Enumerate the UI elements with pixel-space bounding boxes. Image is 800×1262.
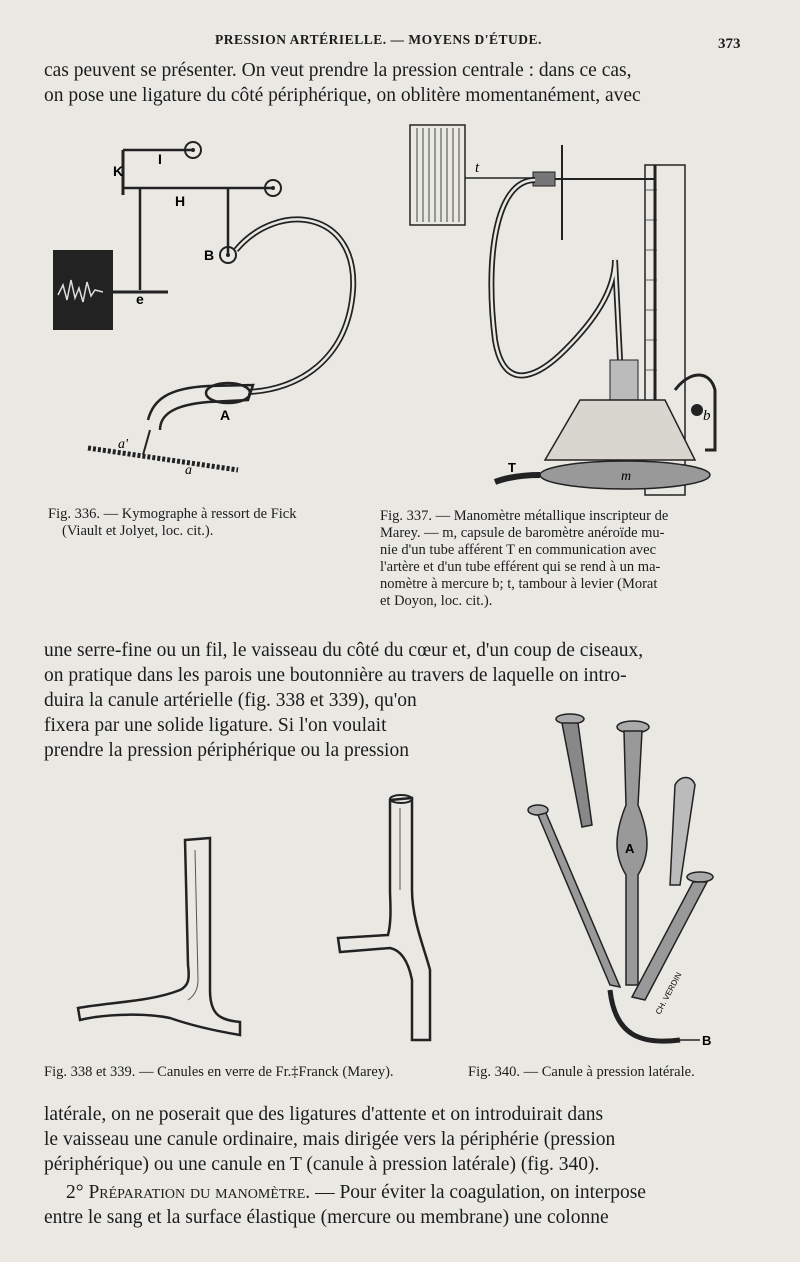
middle-paragraph-continued — [44, 688, 504, 763]
caption-line: nie d'un tube afférent T en communication avec — [380, 542, 657, 558]
caption-line: Fig. 337. — Manomètre métallique inscripteur de — [380, 508, 669, 524]
section-paragraph — [44, 1180, 760, 1230]
text-line: cas peuvent se présenter. On veut prendre la pression centrale : dans ce cas, — [44, 60, 632, 81]
figure-340-caption: Fig. 340. — Canule à pression latérale. — [468, 1064, 695, 1080]
lateral-cannula-illustration — [520, 705, 770, 1060]
label-A: A — [625, 841, 635, 856]
figure-340-lateral-cannula — [520, 705, 770, 1060]
label-t: t — [475, 160, 480, 176]
section-heading: Préparation du manomètre. — [88, 1182, 311, 1203]
text-line: entre le sang et la surface élastique (mercure ou membrane) une colonne — [44, 1207, 609, 1228]
text-line: prendre la pression périphérique ou la pression — [44, 740, 409, 761]
figure-337-manometer — [405, 120, 745, 500]
middle-paragraph — [44, 638, 760, 688]
label-a-prime: a' — [118, 437, 128, 452]
label-e: e — [136, 291, 144, 307]
label-b: b — [703, 408, 711, 424]
text-line: le vaisseau une canule ordinaire, mais dirigée vers la périphérie (pression — [44, 1129, 616, 1150]
label-a: a — [185, 463, 192, 478]
caption-line: Fig. 336. — Kymographe à ressort de Fick — [48, 506, 297, 522]
bottom-paragraph — [44, 1102, 760, 1177]
maker-stamp: CH. VERDIN — [653, 970, 684, 1016]
figure-338-339-caption: Fig. 338 et 339. — Canules en verre de Fr.‡Franck (Marey). — [44, 1064, 394, 1080]
figure-337-caption — [380, 508, 760, 610]
text-line: on pratique dans les parois une boutonnière au travers de laquelle on intro- — [44, 665, 627, 686]
label-I: I — [158, 151, 162, 167]
figure-336-kymograph — [48, 130, 388, 490]
text-line — [44, 1180, 760, 1205]
caption-line: nomètre à mercure b; t, tambour à levier (Morat — [380, 576, 658, 592]
manometer-illustration — [405, 120, 745, 500]
label-m: m — [621, 469, 632, 484]
text-line: fixera par une solide ligature. Si l'on voulait — [44, 715, 387, 736]
label-A: A — [220, 407, 231, 423]
text-line: on pose une ligature du côté périphérique, on oblitère momentanément, avec — [44, 85, 641, 106]
label-T: T — [508, 460, 516, 475]
kymograph-illustration — [48, 130, 388, 490]
caption-line: l'artère et d'un tube efférent qui se rend à un ma- — [380, 559, 661, 575]
caption-line: et Doyon, loc. cit.). — [380, 593, 493, 609]
text-line: périphérique) ou une canule en T (canule à pression latérale) (fig. 340). — [44, 1154, 600, 1175]
cannulas-illustration — [70, 790, 450, 1060]
section-text: — Pour éviter la coagulation, on interpose — [310, 1182, 646, 1203]
label-B: B — [702, 1033, 712, 1048]
text-line: une serre-fine ou un fil, le vaisseau du côté du cœur et, d'un coup de ciseaux, — [44, 640, 644, 661]
figure-336-caption — [48, 506, 378, 540]
figure-338-339-cannulas — [70, 790, 450, 1060]
section-number: 2° — [66, 1182, 84, 1203]
intro-paragraph — [44, 58, 760, 108]
page-number: 373 — [718, 36, 741, 52]
label-K: K — [113, 163, 124, 179]
running-title: PRESSION ARTÉRIELLE. — MOYENS D'ÉTUDE. — [215, 32, 542, 47]
caption-line: (Viault et Jolyet, loc. cit.). — [62, 523, 214, 539]
label-H: H — [175, 193, 186, 209]
caption-line: Marey. — m, capsule de baromètre anéroïde mu- — [380, 525, 665, 541]
text-line: latérale, on ne poserait que des ligatures d'attente et on introduirait dans — [44, 1104, 604, 1125]
label-B: B — [204, 247, 215, 263]
text-line: duira la canule artérielle (fig. 338 et 339), qu'on — [44, 690, 417, 711]
page-header — [0, 30, 800, 54]
